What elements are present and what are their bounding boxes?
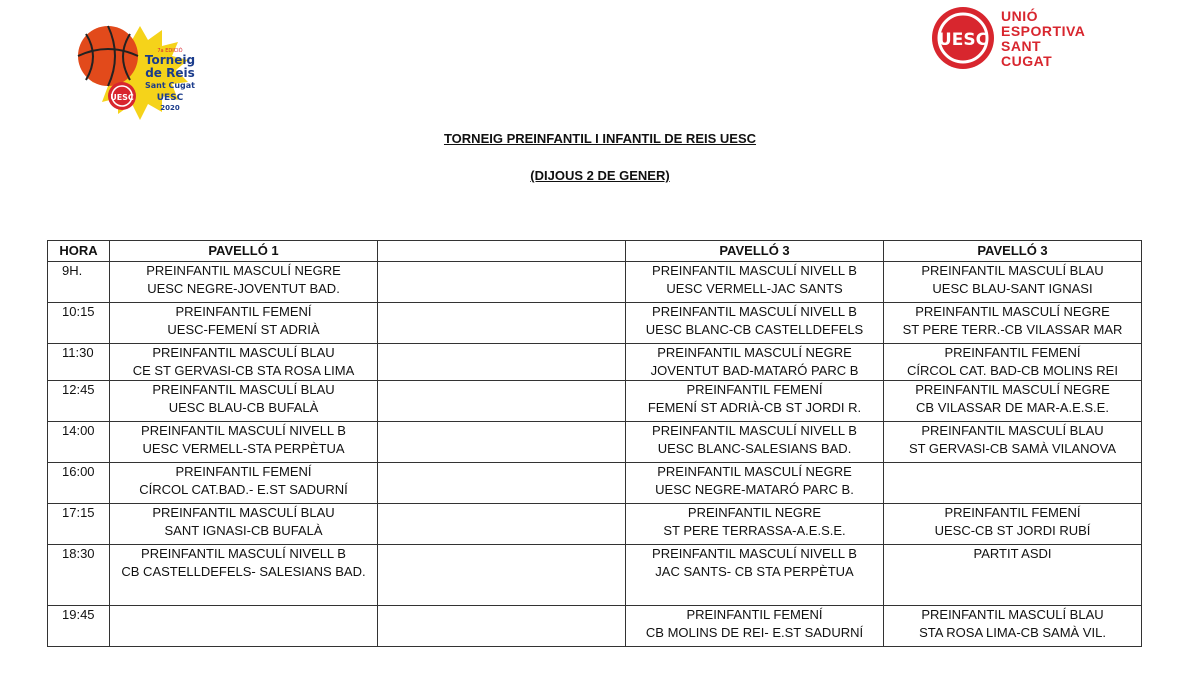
table-row <box>48 422 1142 463</box>
match-cell <box>378 422 626 463</box>
svg-text:7a EDICIÓ: 7a EDICIÓ <box>157 48 183 54</box>
time-cell: 11:30 <box>48 344 110 381</box>
time-cell: 9H. <box>48 262 110 303</box>
match-cell <box>110 262 378 303</box>
match-cell <box>110 504 378 545</box>
match-teams: UESC BLAU-SANT IGNASI <box>932 281 1093 296</box>
club-name-line: SANT <box>1001 38 1042 54</box>
header-pavello-1: PAVELLÓ 1 <box>110 241 378 262</box>
table-row <box>48 504 1142 545</box>
table-row <box>48 381 1142 422</box>
match-teams: UESC BLANC-SALESIANS BAD. <box>657 441 852 456</box>
match-cell <box>110 344 378 381</box>
svg-text:Torneig: Torneig <box>144 53 196 67</box>
table-row <box>48 463 1142 504</box>
match-cell <box>110 545 378 606</box>
svg-text:Sant Cugat: Sant Cugat <box>145 81 195 90</box>
tournament-logo-graphic <box>70 22 210 124</box>
match-category: PREINFANTIL FEMENÍ <box>686 382 823 397</box>
match-category: PREINFANTIL MASCULÍ NIVELL B <box>652 263 857 278</box>
svg-text:de Reis: de Reis <box>145 66 195 80</box>
time-cell: 19:45 <box>48 606 110 647</box>
time-cell: 17:15 <box>48 504 110 545</box>
match-category: PREINFANTIL MASCULÍ NIVELL B <box>652 546 857 561</box>
time-cell: 14:00 <box>48 422 110 463</box>
table-row <box>48 303 1142 344</box>
time-cell: 18:30 <box>48 545 110 606</box>
match-category: PREINFANTIL MASCULÍ NIVELL B <box>652 423 857 438</box>
match-cell <box>884 303 1142 344</box>
match-category: PREINFANTIL MASCULÍ NIVELL B <box>141 546 346 561</box>
match-teams: CB CASTELLDEFELS- SALESIANS BAD. <box>121 564 366 579</box>
match-cell <box>884 381 1142 422</box>
match-cell <box>378 606 626 647</box>
match-cell <box>110 422 378 463</box>
match-teams: ST PERE TERR.-CB VILASSAR MAR <box>902 322 1123 337</box>
header-hora: HORA <box>48 241 110 262</box>
match-cell <box>884 463 1142 504</box>
match-cell <box>378 504 626 545</box>
match-cell <box>378 344 626 381</box>
match-cell <box>626 545 884 606</box>
match-teams: UESC-CB ST JORDI RUBÍ <box>934 523 1091 538</box>
club-name <box>1001 9 1085 69</box>
match-cell <box>626 504 884 545</box>
match-cell <box>626 303 884 344</box>
match-teams: SANT IGNASI-CB BUFALÀ <box>164 523 323 538</box>
match-category: PREINFANTIL FEMENÍ <box>944 345 1081 360</box>
svg-text:UESC: UESC <box>110 93 134 102</box>
match-cell <box>884 545 1142 606</box>
match-cell <box>884 422 1142 463</box>
match-teams: CÍRCOL CAT. BAD-CB MOLINS REI <box>907 363 1118 378</box>
match-cell <box>378 262 626 303</box>
match-teams: JOVENTUT BAD-MATARÓ PARC B <box>650 363 859 378</box>
match-category: PREINFANTIL FEMENÍ <box>944 505 1081 520</box>
match-cell <box>626 422 884 463</box>
match-teams: FEMENÍ ST ADRIÀ-CB ST JORDI R. <box>647 400 862 415</box>
schedule-table <box>47 240 1142 647</box>
header-pavello-3b: PAVELLÓ 3 <box>884 241 1142 262</box>
time-cell: 16:00 <box>48 463 110 504</box>
match-cell <box>626 344 884 381</box>
header-pavello-3a: PAVELLÓ 3 <box>626 241 884 262</box>
match-category: PREINFANTIL MASCULÍ NEGRE <box>146 263 341 278</box>
match-category: PREINFANTIL MASCULÍ BLAU <box>152 345 335 360</box>
match-cell <box>884 504 1142 545</box>
match-teams: STA ROSA LIMA-CB SAMÀ VIL. <box>919 625 1106 640</box>
club-name-line: CUGAT <box>1001 53 1053 69</box>
match-teams: UESC BLAU-CB BUFALÀ <box>168 400 319 415</box>
match-teams: CÍRCOL CAT.BAD.- E.ST SADURNÍ <box>139 482 348 497</box>
match-teams: CB VILASSAR DE MAR-A.E.S.E. <box>916 400 1109 415</box>
match-category: PREINFANTIL MASCULÍ BLAU <box>921 607 1104 622</box>
match-cell <box>110 463 378 504</box>
tournament-logo <box>70 22 210 124</box>
document-subtitle: (DIJOUS 2 DE GENER) <box>530 168 670 183</box>
svg-text:UESC: UESC <box>156 93 184 103</box>
match-cell <box>626 381 884 422</box>
match-teams: ST GERVASI-CB SAMÀ VILANOVA <box>908 441 1117 456</box>
match-teams: UESC NEGRE-MATARÓ PARC B. <box>655 482 854 497</box>
match-cell <box>884 606 1142 647</box>
match-category: PREINFANTIL MASCULÍ BLAU <box>921 423 1104 438</box>
match-category: PREINFANTIL MASCULÍ NEGRE <box>915 304 1110 319</box>
match-teams: UESC NEGRE-JOVENTUT BAD. <box>147 281 340 296</box>
schedule-body <box>48 262 1142 647</box>
match-category: PREINFANTIL FEMENÍ <box>686 607 823 622</box>
match-cell <box>626 463 884 504</box>
club-logo <box>930 5 1100 75</box>
match-category: PREINFANTIL FEMENÍ <box>175 304 312 319</box>
svg-text:2020: 2020 <box>160 104 180 112</box>
match-category: PREINFANTIL MASCULÍ NIVELL B <box>652 304 857 319</box>
match-teams: UESC-FEMENÍ ST ADRIÀ <box>167 322 320 337</box>
match-cell <box>110 606 378 647</box>
table-header-row <box>48 241 1142 262</box>
match-cell <box>884 344 1142 381</box>
match-teams: CE ST GERVASI-CB STA ROSA LIMA <box>132 363 355 378</box>
match-cell <box>110 303 378 344</box>
match-teams: UESC VERMELL-JAC SANTS <box>666 281 843 296</box>
match-cell <box>378 381 626 422</box>
match-category: PREINFANTIL MASCULÍ BLAU <box>921 263 1104 278</box>
match-cell <box>378 545 626 606</box>
table-row <box>48 262 1142 303</box>
table-row <box>48 344 1142 381</box>
match-category: PREINFANTIL MASCULÍ NIVELL B <box>141 423 346 438</box>
match-cell <box>110 381 378 422</box>
document-title: TORNEIG PREINFANTIL I INFANTIL DE REIS UESC <box>443 131 757 146</box>
match-teams: ST PERE TERRASSA-A.E.S.E. <box>663 523 846 538</box>
match-teams: CB MOLINS DE REI- E.ST SADURNÍ <box>645 625 864 640</box>
club-name-line: ESPORTIVA <box>1001 23 1086 39</box>
match-category: PREINFANTIL MASCULÍ BLAU <box>152 505 335 520</box>
match-teams: UESC BLANC-CB CASTELLDEFELS <box>645 322 864 337</box>
match-category: PREINFANTIL MASCULÍ NEGRE <box>915 382 1110 397</box>
match-cell <box>884 262 1142 303</box>
match-category: PREINFANTIL MASCULÍ NEGRE <box>657 464 852 479</box>
match-teams: JAC SANTS- CB STA PERPÈTUA <box>655 564 854 579</box>
club-badge-icon <box>930 5 996 71</box>
match-category: PARTIT ASDI <box>973 546 1052 561</box>
match-cell <box>378 463 626 504</box>
table-row <box>48 545 1142 606</box>
match-cell <box>626 606 884 647</box>
match-teams: UESC VERMELL-STA PERPÈTUA <box>142 441 345 456</box>
match-category: PREINFANTIL MASCULÍ BLAU <box>152 382 335 397</box>
match-category: PREINFANTIL MASCULÍ NEGRE <box>657 345 852 360</box>
table-row <box>48 606 1142 647</box>
time-cell: 10:15 <box>48 303 110 344</box>
club-name-line: UNIÓ <box>1001 8 1038 24</box>
time-cell: 12:45 <box>48 381 110 422</box>
match-cell <box>378 303 626 344</box>
match-cell <box>626 262 884 303</box>
match-category: PREINFANTIL FEMENÍ <box>175 464 312 479</box>
svg-text:UESC: UESC <box>937 30 989 50</box>
header-empty <box>378 241 626 262</box>
match-category: PREINFANTIL NEGRE <box>687 505 822 520</box>
